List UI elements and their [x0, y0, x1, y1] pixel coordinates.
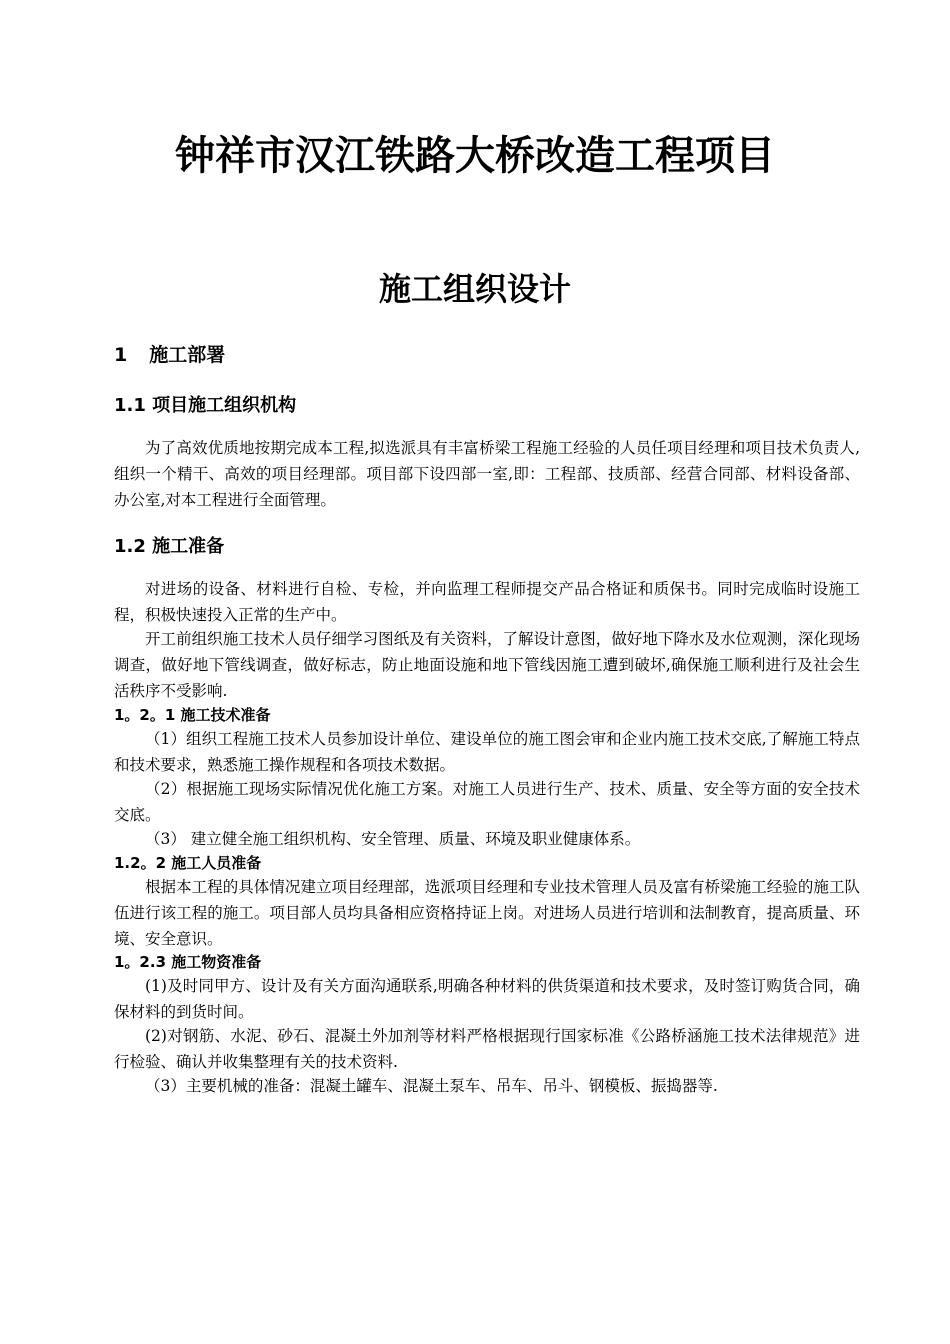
document-title: 钟祥市汉江铁路大桥改造工程项目: [175, 133, 775, 179]
section-1-1-heading: 1.1 项目施工组织机构: [114, 395, 297, 416]
section-1-2-3-heading: 1。2.3 施工物资准备: [114, 953, 262, 971]
document-subtitle: 施工组织设计: [378, 270, 571, 308]
section-1-2-2-heading: 1.2。2 施工人员准备: [114, 854, 262, 872]
section-label: 施工部署: [149, 344, 226, 366]
paragraph: (2)对钢筋、水泥、砂石、混凝土外加剂等材料严格根据现行国家标准《公路桥涵施工技术法律规范》进行检验、确认并收集整理有关的技术资料.: [114, 1027, 860, 1071]
section-1-2-heading: 1.2 施工准备: [114, 536, 225, 557]
paragraph: 根据本工程的具体情况建立项目经理部，选派项目经理和专业技术管理人员及富有桥梁施工经验的施工队伍进行该工程的施工。项目部人员均具备相应资格持证上岗。对进场人员进行培训和法制教育，提高质量、环境、安全意识。: [114, 878, 860, 948]
paragraph: （2）根据施工现场实际情况优化施工方案。对施工人员进行生产、技术、质量、安全等方面的安全技术交底。: [114, 780, 860, 824]
paragraph: （1）组织工程施工技术人员参加设计单位、建设单位的施工图会审和企业内施工技术交底,了解施工特点和技术要求，熟悉施工操作规程和各项技术数据。: [114, 730, 860, 774]
paragraph: (1)及时同甲方、设计及有关方面沟通联系,明确各种材料的供货渠道和技术要求，及时签订购货合同，确保材料的到货时间。: [114, 977, 860, 1021]
paragraph: 开工前组织施工技术人员仔细学习图纸及有关资料，了解设计意图，做好地下降水及水位观测，深化现场调查，做好地下管线调查，做好标志，防止地面设施和地下管线因施工遭到破坏,确保施工顺利进行及社会生活秩序不受影响.: [114, 630, 860, 700]
section-1-heading: [114, 340, 225, 367]
paragraph: （3） 建立健全施工组织机构、安全管理、质量、环境及职业健康体系。: [145, 830, 641, 848]
section-1-2-1-heading: 1。2。1 施工技术准备: [114, 706, 271, 724]
paragraph: （3）主要机械的准备：混凝土罐车、混凝土泵车、吊车、吊斗、钢模板、振捣器等.: [145, 1077, 718, 1095]
paragraph: 对进场的设备、材料进行自检、专检，并向监理工程师提交产品合格证和质保书。同时完成临时设施工程，积极快速投入正常的生产中。: [114, 580, 860, 624]
section-number: 1: [114, 344, 128, 366]
paragraph: 为了高效优质地按期完成本工程,拟选派具有丰富桥梁工程施工经验的人员任项目经理和项目技术负责人,组织一个精干、高效的项目经理部。项目部下设四部一室,即：工程部、技质部、经营合同部、材料设备部、办公室,对本工程进行全面管理。: [114, 439, 860, 509]
